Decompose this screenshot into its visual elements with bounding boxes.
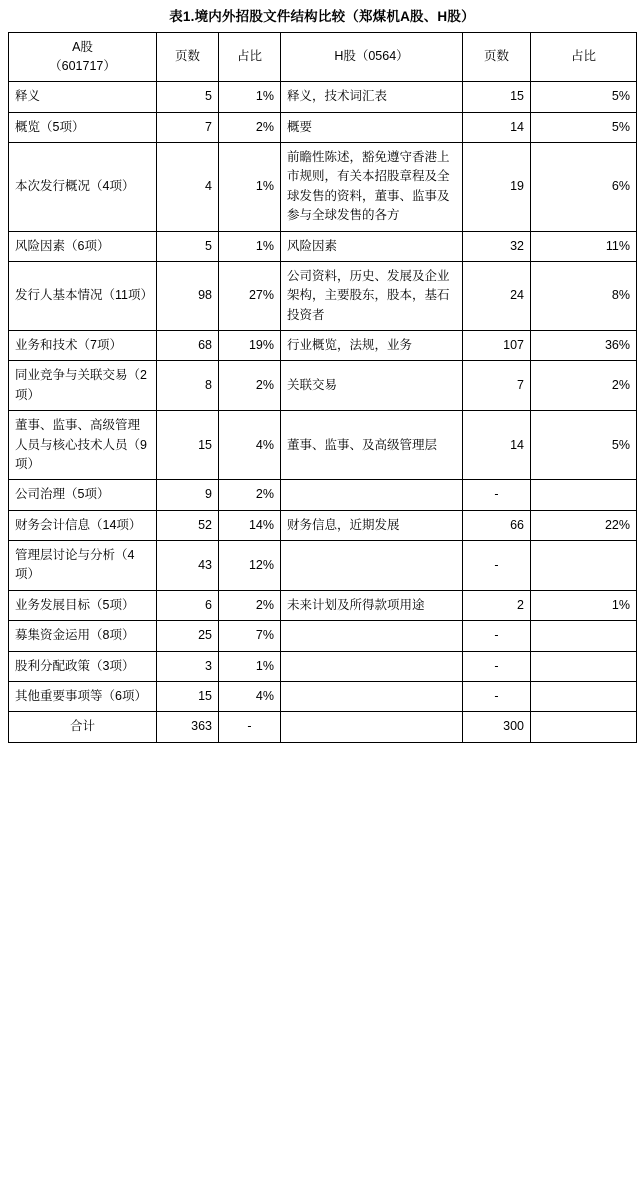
cell-a-ratio: 7% <box>219 621 281 651</box>
cell-h-ratio <box>531 651 637 681</box>
cell-total-h-section <box>281 712 463 742</box>
cell-h-ratio: 5% <box>531 411 637 480</box>
cell-a-ratio: 1% <box>219 82 281 112</box>
cell-h-section <box>281 541 463 591</box>
cell-h-section <box>281 681 463 711</box>
cell-a-ratio: 4% <box>219 681 281 711</box>
cell-h-pages: 32 <box>463 231 531 261</box>
cell-a-ratio: 1% <box>219 231 281 261</box>
table-total-row <box>9 712 637 742</box>
header-h-ratio: 占比 <box>531 32 637 82</box>
cell-a-pages: 9 <box>157 480 219 510</box>
cell-h-ratio: 36% <box>531 331 637 361</box>
cell-a-section: 募集资金运用（8项） <box>9 621 157 651</box>
cell-h-section: 概要 <box>281 112 463 142</box>
cell-a-section: 发行人基本情况（11项） <box>9 261 157 330</box>
cell-a-pages: 15 <box>157 411 219 480</box>
cell-h-pages: 19 <box>463 143 531 232</box>
table-row <box>9 231 637 261</box>
table-row <box>9 621 637 651</box>
page-title: 表1.境内外招股文件结构比较（郑煤机A股、H股） <box>169 9 475 24</box>
cell-a-ratio: 2% <box>219 590 281 620</box>
cell-a-section: 公司治理（5项） <box>9 480 157 510</box>
table-row <box>9 361 637 411</box>
cell-total-a-ratio: - <box>219 712 281 742</box>
cell-a-ratio: 4% <box>219 411 281 480</box>
cell-a-pages: 4 <box>157 143 219 232</box>
cell-a-section: 财务会计信息（14项） <box>9 510 157 540</box>
cell-h-ratio: 22% <box>531 510 637 540</box>
table-row <box>9 651 637 681</box>
cell-h-pages: - <box>463 480 531 510</box>
cell-a-section: 本次发行概况（4项） <box>9 143 157 232</box>
header-a-ratio: 占比 <box>219 32 281 82</box>
cell-h-ratio: 2% <box>531 361 637 411</box>
cell-a-pages: 5 <box>157 231 219 261</box>
table-row <box>9 261 637 330</box>
cell-a-pages: 3 <box>157 651 219 681</box>
cell-total-h-pages: 300 <box>463 712 531 742</box>
cell-h-section: 未来计划及所得款项用途 <box>281 590 463 620</box>
cell-a-ratio: 12% <box>219 541 281 591</box>
cell-h-section: 前瞻性陈述，豁免遵守香港上市规则，有关本招股章程及全球发售的资料，董事、监事及参与全球发售的各方 <box>281 143 463 232</box>
table-header <box>9 32 637 82</box>
cell-a-section: 管理层讨论与分析（4项） <box>9 541 157 591</box>
cell-h-pages: - <box>463 541 531 591</box>
cell-a-ratio: 2% <box>219 480 281 510</box>
cell-h-ratio <box>531 541 637 591</box>
cell-h-section: 行业概览，法规，业务 <box>281 331 463 361</box>
cell-h-ratio <box>531 681 637 711</box>
cell-a-section: 业务发展目标（5项） <box>9 590 157 620</box>
cell-a-section: 其他重要事项等（6项） <box>9 681 157 711</box>
cell-h-section <box>281 651 463 681</box>
cell-a-pages: 8 <box>157 361 219 411</box>
cell-total-h-ratio <box>531 712 637 742</box>
cell-a-pages: 6 <box>157 590 219 620</box>
table-header-row <box>9 32 637 82</box>
table-row <box>9 411 637 480</box>
cell-h-pages: 14 <box>463 112 531 142</box>
cell-a-pages: 68 <box>157 331 219 361</box>
cell-a-ratio: 1% <box>219 651 281 681</box>
header-a-share <box>9 32 157 82</box>
cell-h-section: 释义，技术词汇表 <box>281 82 463 112</box>
cell-h-section: 公司资料，历史、发展及企业架构，主要股东，股本，基石投资者 <box>281 261 463 330</box>
cell-a-pages: 25 <box>157 621 219 651</box>
header-a-pages: 页数 <box>157 32 219 82</box>
cell-h-ratio <box>531 480 637 510</box>
cell-h-pages: 24 <box>463 261 531 330</box>
cell-h-pages: 66 <box>463 510 531 540</box>
cell-a-section: 董事、监事、高级管理人员与核心技术人员（9项） <box>9 411 157 480</box>
cell-a-section: 释义 <box>9 82 157 112</box>
table-body <box>9 82 637 742</box>
cell-h-pages: - <box>463 651 531 681</box>
cell-h-section: 财务信息，近期发展 <box>281 510 463 540</box>
cell-h-pages: - <box>463 681 531 711</box>
cell-a-section: 风险因素（6项） <box>9 231 157 261</box>
table-row <box>9 331 637 361</box>
cell-a-pages: 7 <box>157 112 219 142</box>
cell-total-a-pages: 363 <box>157 712 219 742</box>
cell-a-section: 同业竞争与关联交易（2项） <box>9 361 157 411</box>
cell-h-pages: 107 <box>463 331 531 361</box>
table-row <box>9 541 637 591</box>
cell-h-pages: 15 <box>463 82 531 112</box>
cell-a-ratio: 1% <box>219 143 281 232</box>
header-a-share-line1: A股 <box>72 39 93 54</box>
cell-h-ratio: 11% <box>531 231 637 261</box>
header-h-share: H股（0564） <box>281 32 463 82</box>
table-row <box>9 143 637 232</box>
table-row <box>9 590 637 620</box>
cell-h-pages: - <box>463 621 531 651</box>
header-a-share-line2: （601717） <box>49 58 116 73</box>
cell-a-pages: 52 <box>157 510 219 540</box>
cell-h-ratio: 5% <box>531 82 637 112</box>
cell-a-ratio: 19% <box>219 331 281 361</box>
header-h-pages: 页数 <box>463 32 531 82</box>
cell-h-pages: 7 <box>463 361 531 411</box>
cell-a-section: 概览（5项） <box>9 112 157 142</box>
table-row <box>9 681 637 711</box>
cell-a-pages: 43 <box>157 541 219 591</box>
cell-a-pages: 5 <box>157 82 219 112</box>
table-row <box>9 510 637 540</box>
cell-a-pages: 98 <box>157 261 219 330</box>
cell-h-ratio: 8% <box>531 261 637 330</box>
comparison-table <box>8 32 637 743</box>
cell-a-ratio: 14% <box>219 510 281 540</box>
cell-a-section: 股利分配政策（3项） <box>9 651 157 681</box>
cell-h-section: 风险因素 <box>281 231 463 261</box>
cell-a-ratio: 27% <box>219 261 281 330</box>
cell-h-section: 关联交易 <box>281 361 463 411</box>
table-row <box>9 82 637 112</box>
cell-h-section <box>281 621 463 651</box>
table-row <box>9 480 637 510</box>
cell-h-ratio: 1% <box>531 590 637 620</box>
cell-h-pages: 14 <box>463 411 531 480</box>
cell-h-ratio <box>531 621 637 651</box>
cell-a-section: 业务和技术（7项） <box>9 331 157 361</box>
cell-a-pages: 15 <box>157 681 219 711</box>
cell-a-ratio: 2% <box>219 112 281 142</box>
cell-total-label: 合计 <box>9 712 157 742</box>
cell-h-section: 董事、监事、及高级管理层 <box>281 411 463 480</box>
cell-h-ratio: 6% <box>531 143 637 232</box>
cell-h-section <box>281 480 463 510</box>
table-row <box>9 112 637 142</box>
cell-h-ratio: 5% <box>531 112 637 142</box>
cell-h-pages: 2 <box>463 590 531 620</box>
cell-a-ratio: 2% <box>219 361 281 411</box>
